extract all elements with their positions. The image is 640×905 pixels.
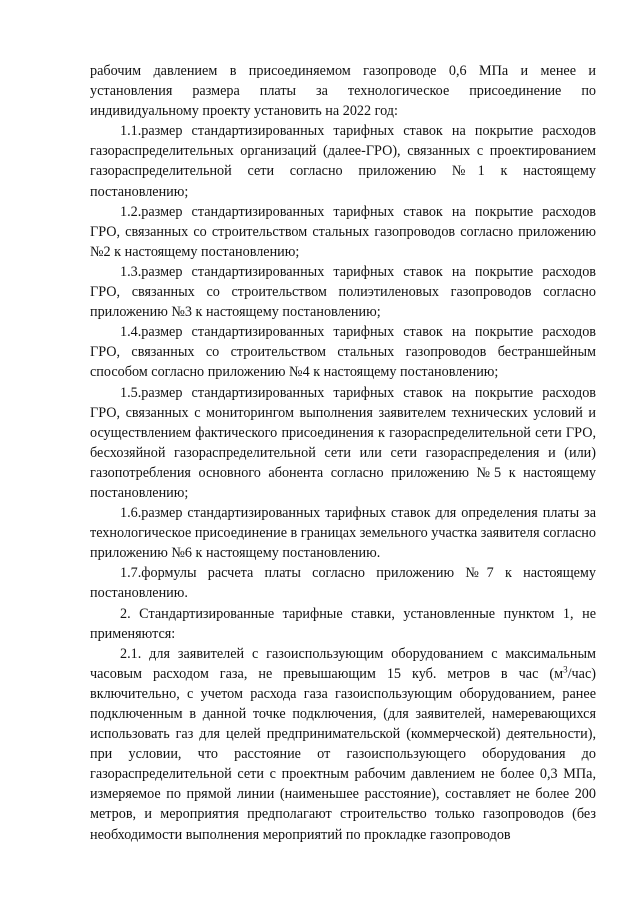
paragraph-1-5: 1.5.размер стандартизированных тарифных ставок на покрытие расходов ГРО, связанных с мониторингом выполнения заявителем технических условий и осуществлением фактического присоединения к газораспределительной сети ГРО, бесхозяйной газораспределительной сети или сети газораспределения и (или) газопотребления основного абонента согласно приложению №5 к настоящему постановлению; (90, 384, 596, 501)
document-body (90, 61, 596, 845)
paragraph-2-1-part-b: /час) включительно, с учетом расхода газа газоиспользующим оборудованием, ранее подключенным в данной точке подключения, (для заявителей, намеревающихся использовать газ для целей предпринимательской (коммерческой) деятельности), при условии, что расстояние от газоиспользующего оборудования до газораспределительной сети с проектным рабочим давлением не более 0,3 МПа, измеряемое по прямой линии (наименьшее расстояние), составляет не более 200 метров, и мероприятия предполагают строительство только газопроводов (без необходимости выполнения мероприятий по прокладке газопроводов (90, 665, 596, 843)
intro-paragraph: рабочим давлением в присоединяемом газопроводе 0,6 МПа и менее и установления размера платы за технологическое присоединение по индивидуальному проекту установить на 2022 год: (90, 63, 596, 120)
paragraph-1-6: 1.6.размер стандартизированных тарифных ставок для определения платы за технологическое присоединение в границах земельного участка заявителя согласно приложению №6 к настоящему постановлению. (90, 505, 596, 562)
cubic-superscript: 3 (563, 664, 568, 675)
paragraph-1-2: 1.2.размер стандартизированных тарифных ставок на покрытие расходов ГРО, связанных со строительством стальных газопроводов согласно приложению №2 к настоящему постановлению; (90, 203, 596, 260)
paragraph-2: 2. Стандартизированные тарифные ставки, установленные пунктом 1, не применяются: (90, 605, 596, 642)
paragraph-1-3: 1.3.размер стандартизированных тарифных ставок на покрытие расходов ГРО, связанных со строительством полиэтиленовых газопроводов согласно приложению №3 к настоящему постановлению; (90, 263, 596, 321)
paragraph-2-1 (90, 644, 596, 845)
paragraph-1-1: 1.1.размер стандартизированных тарифных ставок на покрытие расходов газораспределительных организаций (далее-ГРО), связанных с проектированием газораспределительной сети согласно приложению №1 к настоящему постановлению; (90, 123, 596, 200)
paragraph-1-4: 1.4.размер стандартизированных тарифных ставок на покрытие расходов ГРО, связанных со строительством стальных газопроводов бестраншейным способом согласно приложению №4 к настоящему постановлению; (90, 324, 596, 381)
paragraph-1-7: 1.7.формулы расчета платы согласно приложению №7 к настоящему постановлению. (90, 565, 596, 602)
paragraph-2-1-part-a: 2.1. для заявителей с газоиспользующим оборудованием с максимальным часовым расходом газа, не превышающим 15 куб. метров в час (м (90, 645, 596, 682)
